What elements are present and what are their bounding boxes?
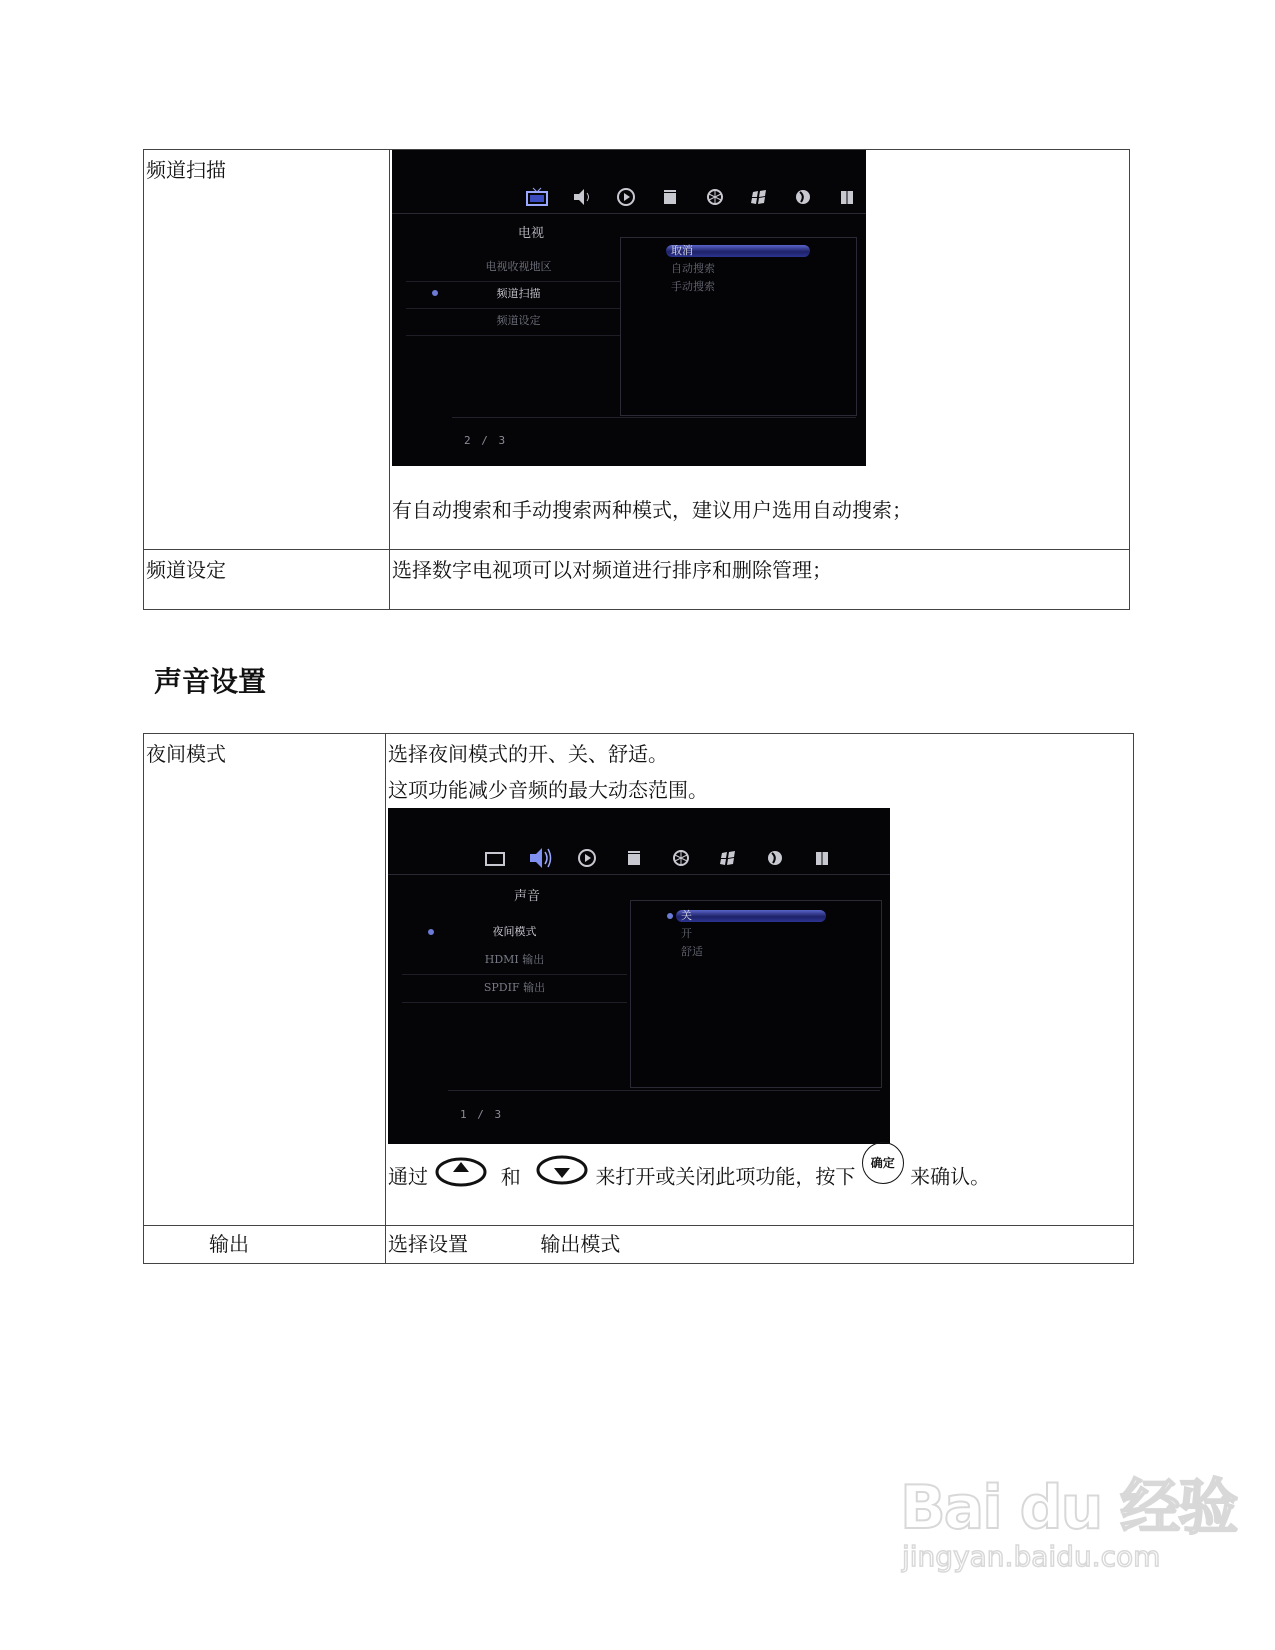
watermark-url: jingyan.baidu.com <box>902 1540 1161 1573</box>
play-icon <box>574 845 600 871</box>
menu-icon-bar <box>392 184 866 214</box>
menu-item[interactable]: 夜间模式 <box>492 925 537 938</box>
sound-settings-table <box>143 733 1134 1264</box>
row-label: 输出 <box>144 1226 386 1264</box>
baidu-watermark <box>900 1440 1237 1590</box>
night-mode-line1: 选择夜间模式的开、关、舒适。 <box>388 742 668 766</box>
sound-menu-screenshot <box>388 808 890 1144</box>
speaker-icon <box>527 845 553 871</box>
option-item[interactable]: 手动搜索 <box>671 280 715 293</box>
box-icon <box>834 184 860 210</box>
option-item[interactable]: 舒适 <box>681 945 703 958</box>
channel-settings-table <box>143 149 1130 610</box>
menu-item[interactable]: 频道扫描 <box>406 280 631 309</box>
menu-item[interactable]: SPDIF 输出 <box>402 974 627 1003</box>
scan-description: 有自动搜索和手动搜索两种模式，建议用户选用自动搜索； <box>392 498 912 522</box>
windows-icon <box>715 845 741 871</box>
option-item[interactable]: 开 <box>681 927 692 940</box>
night-mode-line2: 这项功能减少音频的最大动态范围。 <box>388 778 708 802</box>
page-indicator: 1 / 3 <box>460 1108 504 1121</box>
row-label: 频道设定 <box>144 550 390 610</box>
table-row <box>144 734 1134 1226</box>
menu-icon-bar <box>388 845 885 875</box>
speaker-icon <box>569 184 595 210</box>
menu-item[interactable]: 电视收视地区 <box>406 253 631 282</box>
menu-category-title: 声音 <box>513 889 540 904</box>
section-title: 声音设置 <box>154 665 267 698</box>
settings-swirl-icon <box>790 184 816 210</box>
setting-description: 选择数字电视项可以对频道进行排序和删除管理； <box>392 558 832 582</box>
page-indicator: 2 / 3 <box>464 434 508 447</box>
tv-menu-screenshot <box>392 150 866 466</box>
output-description-b: 输出模式 <box>540 1232 621 1256</box>
tv-icon <box>524 184 550 210</box>
film-icon <box>621 845 647 871</box>
option-item[interactable]: 自动搜索 <box>671 262 715 275</box>
table-row <box>144 1226 1134 1264</box>
watermark-logo: Bai du 经验 <box>900 1473 1237 1543</box>
menu-item[interactable]: 频道设定 <box>406 307 631 336</box>
selection-dot <box>667 913 673 919</box>
output-description-a: 选择设置 <box>388 1232 468 1256</box>
options-panel <box>630 900 882 1088</box>
globe-icon <box>702 184 728 210</box>
option-item[interactable]: 关 <box>681 909 692 922</box>
table-row <box>144 550 1130 610</box>
row-label: 夜间模式 <box>144 734 386 1226</box>
film-icon <box>657 184 683 210</box>
globe-icon <box>668 845 694 871</box>
options-panel <box>620 237 857 416</box>
menu-item[interactable]: HDMI 输出 <box>402 946 627 975</box>
menu-category-title: 电视 <box>517 226 544 241</box>
ok-key-icon: 确定 <box>862 1142 904 1184</box>
option-highlight-bar <box>676 910 826 922</box>
play-icon <box>613 184 639 210</box>
down-key-icon <box>535 1154 589 1190</box>
instruction-line: 通过 和 来打开或关闭此项功能，按下 确定 来确认。 <box>388 1160 1131 1202</box>
row-label: 频道扫描 <box>144 150 390 550</box>
settings-swirl-icon <box>762 845 788 871</box>
table-row <box>144 150 1130 550</box>
tv-icon <box>482 845 508 871</box>
windows-icon <box>746 184 772 210</box>
up-key-icon <box>434 1154 488 1190</box>
box-icon <box>809 845 835 871</box>
option-item[interactable]: 取消 <box>671 244 693 257</box>
